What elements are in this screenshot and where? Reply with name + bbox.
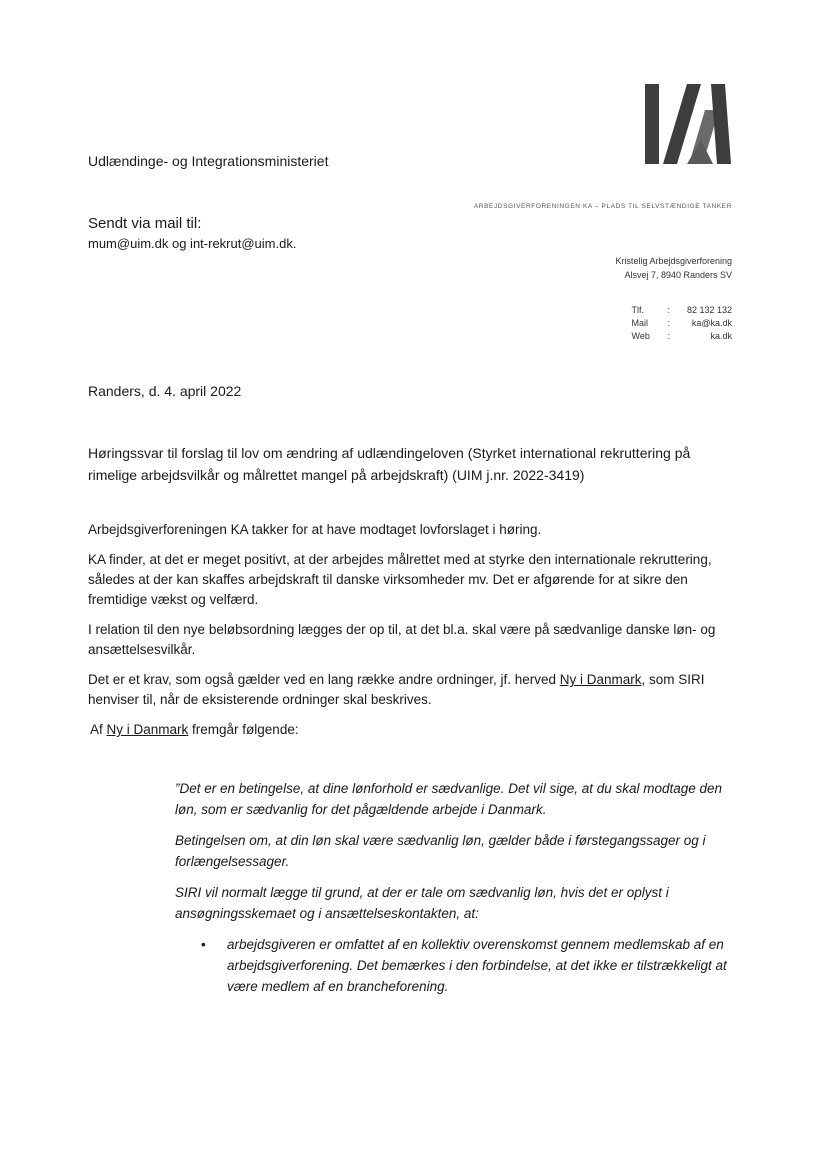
contact-label: Mail [631, 318, 648, 328]
body-paragraph: I relation til den nye beløbsordning lægges der op til, at det bl.a. skal være på sædvanlige danske løn- og ansættelsesvilkår. [88, 622, 716, 657]
contact-separator: : [667, 331, 670, 341]
body-text: , som SIRI henviser til, når de eksisterende ordninger skal beskrives. [88, 672, 705, 707]
quote-bullet-item: • arbejdsgiveren er omfattet af en kollektiv overenskomst gennem medlemskab af en arbejdsgiverforening. Det bemærkes i den forbindelse, at det ikke er tilstrækkeligt at være medlem af en brancheforening. [227, 934, 735, 997]
sender-street: Alsvej 7, 8940 Randers SV [624, 270, 732, 280]
body-text: Det er et krav, som også gælder ved en lang række andre ordninger, jf. herved [88, 672, 560, 687]
organization-tagline: ARBEJDSGIVERFORENINGEN KA – PLADS TIL SELVSTÆNDIGE TANKER [473, 203, 732, 210]
letter-body [88, 520, 738, 750]
contact-separator: : [667, 318, 670, 328]
ny-i-danmark-link[interactable]: Ny i Danmark [559, 672, 642, 687]
quote-paragraph: Betingelsen om, at din løn skal være sædvanlig løn, gælder både i førstegangssager og i forlængelsessager. [175, 833, 706, 869]
quote-paragraph: SIRI vil normalt lægge til grund, at der er tale om sædvanlig løn, hvis det er oplyst i ansøgningsskemaet og i ansættelseskontakten, at: [175, 885, 669, 921]
contact-row-mail [631, 317, 732, 330]
recipient-name: Udlændinge- og Integrationsministeriet [88, 153, 329, 169]
contact-row-phone [631, 304, 732, 317]
ny-i-danmark-link[interactable]: Ny i Danmark [106, 722, 189, 737]
contact-label: Tlf. [631, 305, 644, 315]
body-paragraph: Arbejdsgiverforeningen KA takker for at have modtaget lovforslaget i høring. [88, 522, 542, 537]
contact-label: Web [631, 331, 650, 341]
body-text: Af [90, 722, 107, 737]
quoted-text [175, 778, 735, 997]
body-text: fremgår følgende: [188, 722, 299, 737]
quote-paragraph: ”Det er en betingelse, at dine lønforhold er sædvanlige. Det vil sige, at du skal modtage den løn, som er sædvanlig for det pågældende arbejde i Danmark. [175, 781, 723, 817]
sender-address [615, 254, 732, 282]
letter-date: Randers, d. 4. april 2022 [88, 383, 242, 399]
contact-block [631, 304, 732, 343]
body-paragraph [88, 670, 738, 710]
quote-bullet-list [175, 934, 735, 997]
recipient-emails: mum@uim.dk og int-rekrut@uim.dk. [88, 236, 297, 251]
letter-subject: Høringssvar til forslag til lov om ændring af udlændingeloven (Styrket international rekruttering på rimelige arbejdsvilkår og målrettet mangel på arbejdskraft) (UIM j.nr. 2022-3419) [88, 445, 691, 483]
body-paragraph [90, 720, 738, 740]
ka-logo-graphic [643, 80, 733, 168]
contact-website[interactable]: ka.dk [710, 331, 732, 341]
contact-email[interactable]: ka@ka.dk [691, 318, 732, 328]
contact-separator: : [667, 305, 670, 315]
ka-logo [643, 80, 733, 168]
body-paragraph: KA finder, at det er meget positivt, at der arbejdes målrettet med at styrke den internationale rekruttering, således at der kan skaffes arbejdskraft til danske virksomheder mv. Det er afgørende for at sikre den fremtidige vækst og velfærd. [88, 552, 712, 607]
contact-phone: 82 132 132 [686, 305, 732, 315]
sender-name: Kristelig Arbejdsgiverforening [615, 256, 732, 266]
sent-via-mail-title: Sendt via mail til: [88, 215, 202, 232]
contact-row-web [631, 330, 732, 343]
